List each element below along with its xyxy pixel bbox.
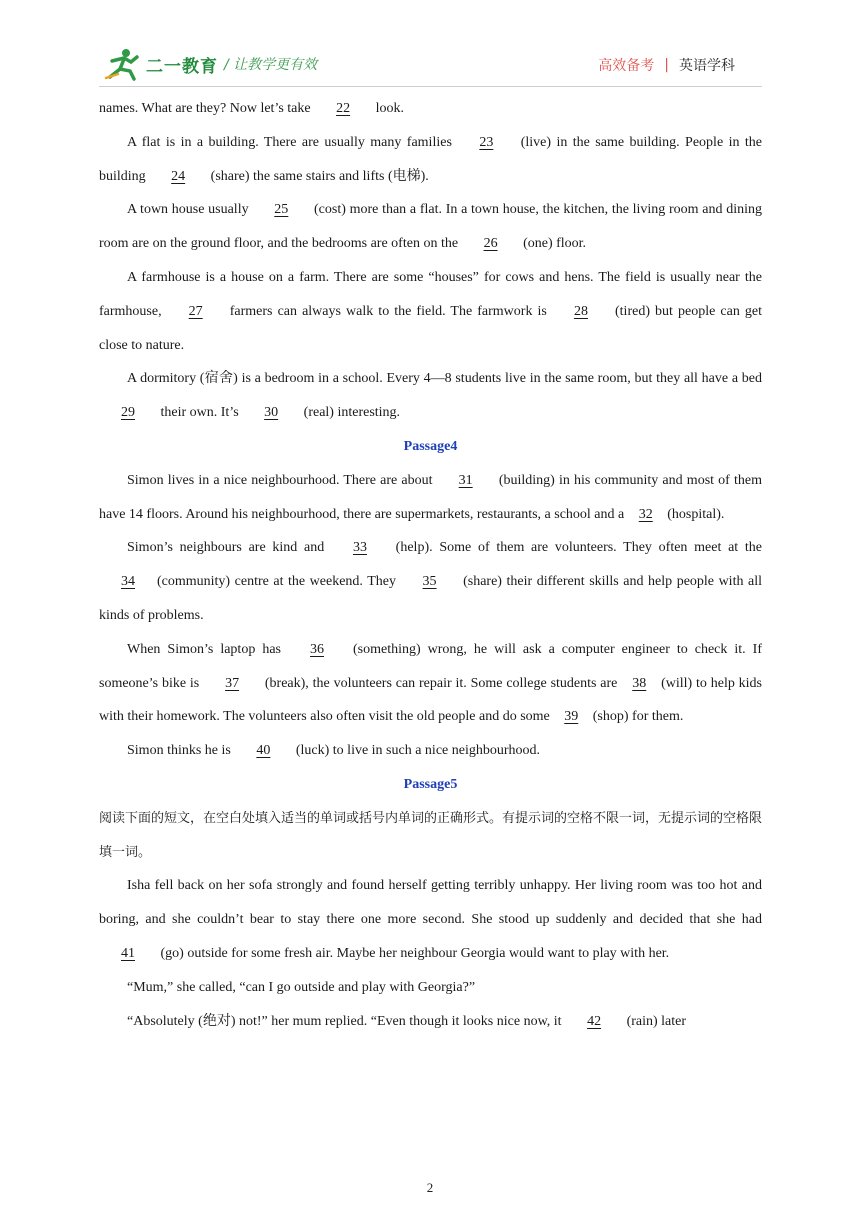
blank-38[interactable]: 38 <box>632 675 647 691</box>
header-divider <box>99 86 762 87</box>
blank-40[interactable]: 40 <box>256 743 271 759</box>
paragraph-simon-neighbourhood: Simon lives in a nice neighbourhood. There are about 31 (building) in his community and most of them have 14 floors. Around his neighbourhood, there are supermarkets, restaurants, a school and a 32 (hospital). <box>99 464 762 532</box>
paragraph-continuation: names. What are they? Now let’s take 22 look. <box>99 92 762 126</box>
blank-41[interactable]: 41 <box>121 945 135 961</box>
header-subject <box>598 55 735 75</box>
blank-27[interactable]: 27 <box>188 303 203 319</box>
blank-29[interactable]: 29 <box>121 405 135 421</box>
header-exam-label: 高效备考 <box>598 58 655 74</box>
instruction-text: 阅读下面的短文，在空白处填入适当的单词或括号内单词的正确形式。有提示词的空格不限一词，无提示词的空格限填一词。 <box>99 810 763 860</box>
paragraph-lucky: Simon thinks he is 40 (luck) to live in such a nice neighbourhood. <box>99 734 762 768</box>
slogan: / 让教学更有效 <box>224 57 318 73</box>
paragraph-farmhouse: A farmhouse is a house on a farm. There are some “houses” for cows and hens. The field is usually near the farmhouse, 27 farmers can always walk to the field. The farmwork is 28 (tired) but people can get close to nature. <box>99 269 763 353</box>
page-number: 2 <box>426 1180 434 1195</box>
page-header <box>0 0 860 88</box>
paragraph-dormitory: A dormitory (宿舍) is a bedroom in a school. Every 4—8 students live in the same room, but they all have a bed 29 their own. It’s 30 (real) interesting. <box>99 362 762 430</box>
runner-logo-icon <box>104 47 144 81</box>
paragraph-mum-call: “Mum,” she called, “can I go outside and play with Georgia?” <box>127 979 476 995</box>
blank-25[interactable]: 25 <box>274 202 289 218</box>
header-subject-label: 英语学科 <box>679 58 735 74</box>
paragraph-neighbours: Simon’s neighbours are kind and 33 (help). Some of them are volunteers. They often meet at the 34 (community) centre at the weekend. They 35 (share) their different skills and help people with all kinds of problems. <box>99 531 762 632</box>
paragraph-mum-reply: “Absolutely (绝对) not!” her mum replied. “Even though it looks nice now, it 42 (rain) later <box>99 1005 762 1039</box>
blank-28[interactable]: 28 <box>573 303 588 319</box>
paragraph-town-house: A town house usually 25 (cost) more than a flat. In a town house, the kitchen, the living room and dining room are on the ground floor, and the bedrooms are often on the 26 (one) floor. <box>99 193 762 261</box>
blank-34[interactable]: 34 <box>121 574 135 590</box>
blank-39[interactable]: 39 <box>564 709 579 725</box>
blank-31[interactable]: 31 <box>458 472 473 488</box>
paragraph-flat: A flat is in a building. There are usually many families 23 (live) in the same building. People in the building 24 (share) the same stairs and lifts (电梯). <box>99 126 762 194</box>
blank-26[interactable]: 26 <box>483 236 498 252</box>
blank-24[interactable]: 24 <box>171 168 186 184</box>
blank-37[interactable]: 37 <box>225 675 240 691</box>
blank-22[interactable]: 22 <box>336 101 351 116</box>
blank-42[interactable]: 42 <box>587 1013 602 1029</box>
header-separator: | <box>664 57 669 73</box>
passage4-title: Passage4 <box>403 438 458 454</box>
logo-text: 二一教育 <box>146 56 218 77</box>
logo <box>104 46 218 82</box>
blank-33[interactable]: 33 <box>352 540 367 556</box>
document-body <box>99 92 762 1038</box>
blank-36[interactable]: 36 <box>310 641 324 657</box>
blank-35[interactable]: 35 <box>422 574 437 590</box>
paragraph-isha: Isha fell back on her sofa strongly and found herself getting terribly unhappy. Her living room was too hot and boring, and she couldn’t bear to stay there one more second. She stood up suddenly and decided that she had 41 (go) outside for some fresh air. Maybe her neighbour Georgia would want to play with her. <box>99 869 762 970</box>
blank-23[interactable]: 23 <box>479 134 494 150</box>
passage5-title: Passage5 <box>403 776 458 792</box>
blank-32[interactable]: 32 <box>638 506 653 522</box>
blank-30[interactable]: 30 <box>264 405 279 421</box>
paragraph-laptop: When Simon’s laptop has 36 (something) wrong, he will ask a computer engineer to check it. If someone’s bike is 37 (break), the volunteers can repair it. Some college students are 38 (will) to help kids with their homework. The volunteers also often visit the old people and do some 39 (shop) for them. <box>99 633 762 734</box>
